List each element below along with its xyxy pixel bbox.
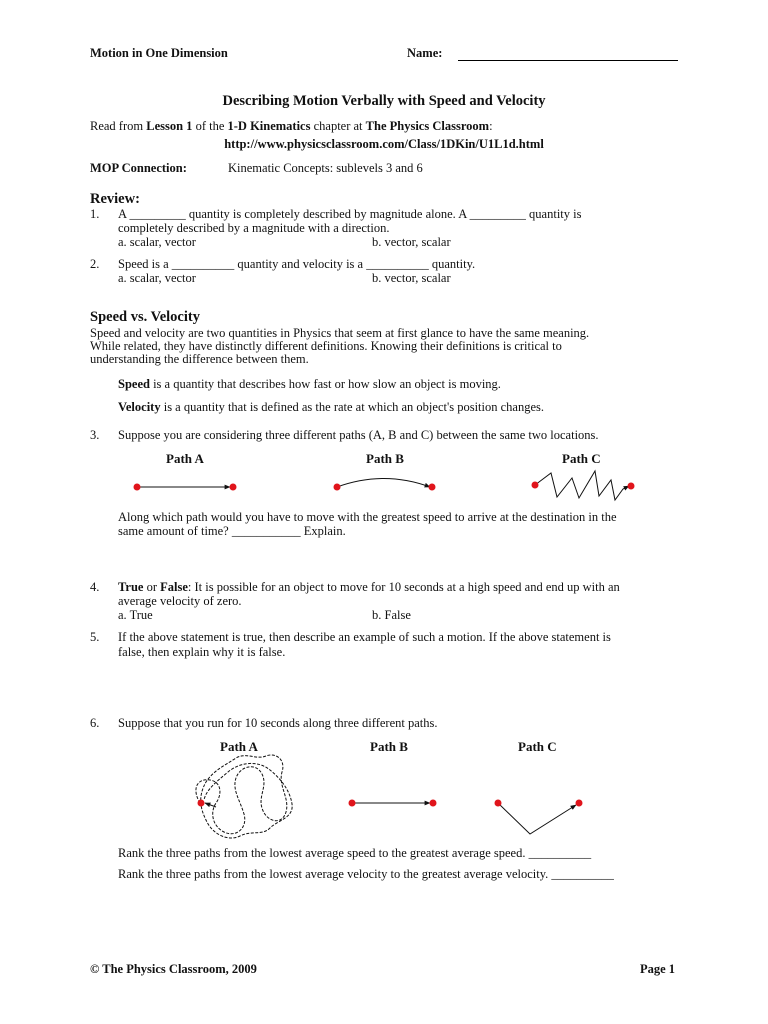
q6-path-c-end-dot <box>576 800 583 807</box>
q3-path-b-start-dot <box>334 484 341 491</box>
q6-text: Suppose that you run for 10 seconds along three different paths. <box>118 716 438 730</box>
intro-site: The Physics Classroom <box>365 119 490 133</box>
q3-number: 3. <box>90 428 100 442</box>
q4-or-word: or <box>143 580 161 594</box>
q2-option-b[interactable]: b. vector, scalar <box>372 271 451 285</box>
q6-path-b-start-dot <box>349 800 356 807</box>
q3-path-b-end-dot <box>429 484 436 491</box>
q3-path-a-end-dot <box>230 484 237 491</box>
q3-followup-line2: same amount of time? ___________ Explain. <box>118 524 346 538</box>
q6-path-c-arrow <box>498 803 576 834</box>
intro-chapter: 1-D Kinematics <box>227 119 311 133</box>
q5-number: 5. <box>90 630 100 644</box>
q6-number: 6. <box>90 716 100 730</box>
q3-followup-line1: Along which path would you have to move with the greatest speed to arrive at the destination in the <box>118 510 617 524</box>
q4-line1-text: : It is possible for an object to move for 10 seconds at a high speed and end up with an <box>187 580 620 594</box>
q6-path-a-dot <box>198 800 205 807</box>
q6-path-c-start-dot <box>495 800 502 807</box>
sv-paragraph-line3: understanding the difference between them. <box>90 352 309 366</box>
intro-lesson: Lesson 1 <box>146 119 193 133</box>
review-heading: Review: <box>90 191 140 207</box>
q5-line1: If the above statement is true, then describe an example of such a motion. If the above statement is <box>118 630 611 644</box>
q3-path-a-diagram <box>134 484 237 491</box>
footer-page-number: Page 1 <box>640 962 676 976</box>
q3-path-b-label: Path B <box>366 451 404 466</box>
q1-option-b[interactable]: b. vector, scalar <box>372 235 451 249</box>
q6-path-b-diagram <box>349 800 437 807</box>
intro-colon: : <box>489 119 493 133</box>
q4-number: 4. <box>90 580 100 594</box>
velocity-def-text: is a quantity that is defined as the rate at which an object's position changes. <box>160 400 544 414</box>
footer-copyright: © The Physics Classroom, 2009 <box>90 962 257 976</box>
q4-option-a[interactable]: a. True <box>118 608 153 622</box>
name-label: Name: <box>407 46 443 60</box>
speed-def-text: is a quantity that describes how fast or how slow an object is moving. <box>149 377 501 391</box>
q2-number: 2. <box>90 257 100 271</box>
q3-path-c-diagram <box>532 471 635 500</box>
q3-path-a-start-dot <box>134 484 141 491</box>
q3-path-a-label: Path A <box>166 451 204 466</box>
q4-line1 <box>118 581 620 594</box>
intro-url[interactable]: http://www.physicsclassroom.com/Class/1DKin/U1L1d.html <box>224 137 544 151</box>
velocity-term: Velocity <box>118 400 161 414</box>
mop-label: MOP Connection: <box>90 161 187 175</box>
q2-option-a[interactable]: a. scalar, vector <box>118 271 196 285</box>
q5-line2: false, then explain why it is false. <box>118 645 286 659</box>
q3-path-b-arrow <box>337 479 430 488</box>
q3-path-c-label: Path C <box>562 451 601 466</box>
q1-option-a[interactable]: a. scalar, vector <box>118 235 196 249</box>
q3-path-c-start-dot <box>532 482 539 489</box>
page-title: Describing Motion Verbally with Speed and Velocity <box>222 93 546 109</box>
q4-option-b[interactable]: b. False <box>372 608 411 622</box>
q6-path-c-label: Path C <box>518 739 557 754</box>
q6-path-a-label: Path A <box>220 739 258 754</box>
q3-path-b-diagram <box>334 479 436 491</box>
q3-path-c-end-dot <box>628 483 635 490</box>
q3-path-c-arrow <box>535 471 629 500</box>
intro-mid2: chapter at <box>310 119 366 133</box>
intro-mid: of the <box>192 119 228 133</box>
q1-line1: A _________ quantity is completely described by magnitude alone. A _________ quantity is <box>118 207 582 221</box>
q2-line1: Speed is a __________ quantity and velocity is a __________ quantity. <box>118 257 476 271</box>
q4-line2: average velocity of zero. <box>118 594 242 608</box>
q6-path-a-squiggle <box>196 755 292 838</box>
mop-value: Kinematic Concepts: sublevels 3 and 6 <box>228 161 423 175</box>
intro-pre: Read from <box>90 119 147 133</box>
q1-number: 1. <box>90 207 100 221</box>
q4-true-word: True <box>118 580 144 594</box>
q6-path-c-diagram <box>495 800 583 835</box>
q3-text: Suppose you are considering three different paths (A, B and C) between the same two locations. <box>118 428 599 442</box>
speed-velocity-heading: Speed vs. Velocity <box>90 309 200 325</box>
q4-false-word: False <box>160 580 188 594</box>
q6-path-a-diagram <box>196 755 292 838</box>
speed-term: Speed <box>118 377 150 391</box>
q6-path-b-end-dot <box>430 800 437 807</box>
q6-rank-speed: Rank the three paths from the lowest average speed to the greatest average speed. __________ <box>118 846 592 860</box>
sv-paragraph-line1: Speed and velocity are two quantities in Physics that seem at first glance to have the same meaning. <box>90 326 590 340</box>
q1-line2: completely described by a magnitude with a direction. <box>118 221 390 235</box>
sv-paragraph-line2: While related, they have distinctly different definitions. Knowing their definitions is critical to <box>90 339 562 353</box>
header-title: Motion in One Dimension <box>90 46 228 60</box>
q6-rank-velocity: Rank the three paths from the lowest average velocity to the greatest average velocity. __________ <box>118 867 614 881</box>
q6-path-b-label: Path B <box>370 739 408 754</box>
